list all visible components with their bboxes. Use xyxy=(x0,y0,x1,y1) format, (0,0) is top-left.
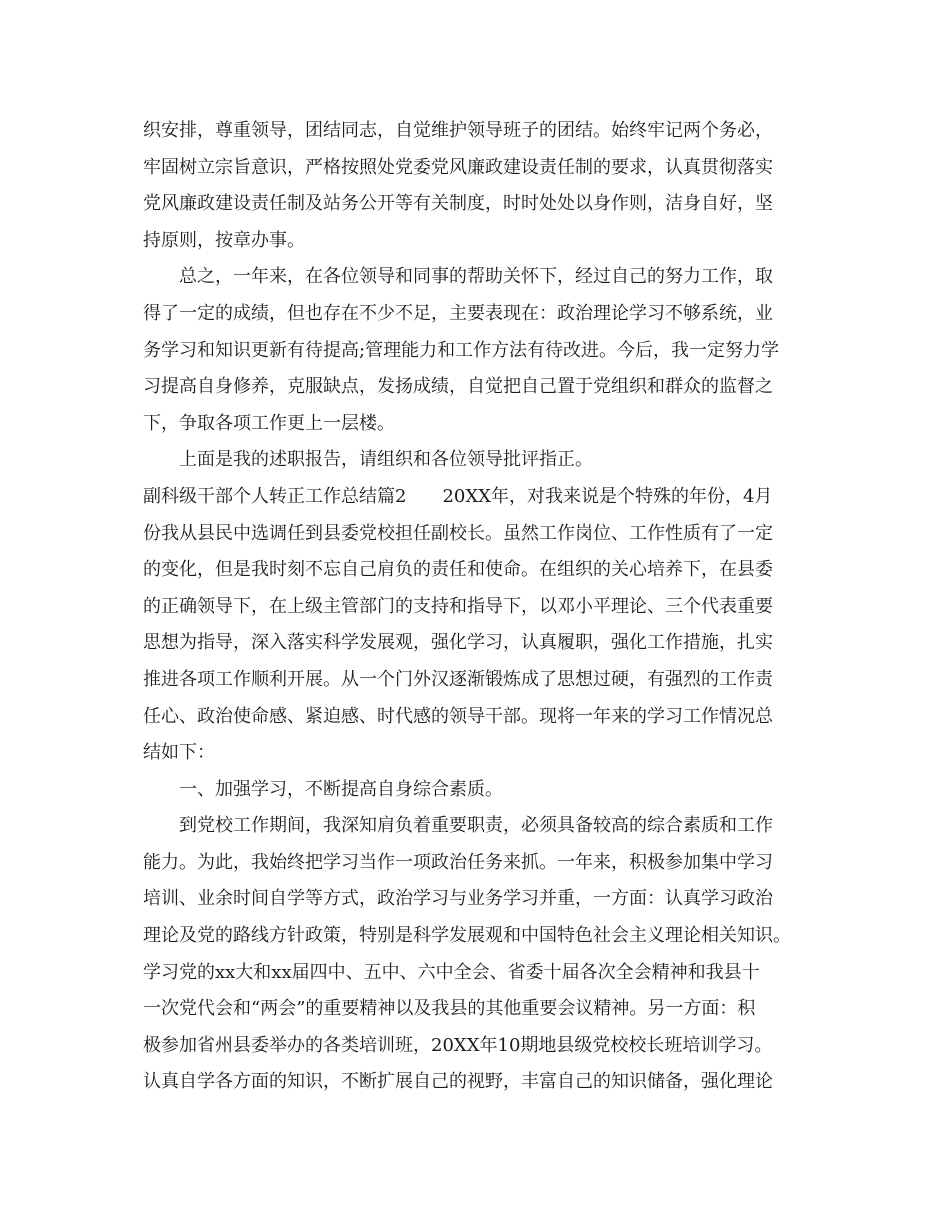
text-line: 极参加省州县委举办的各类培训班，20XX年10期地县级党校校长班培训学习。 xyxy=(143,1034,773,1056)
text-line: 能力。为此，我始终把学习当作一项政治任务来抓。一年来，积极参加集中学习 xyxy=(143,851,773,873)
text-line: 学习党的xx大和xx届四中、五中、六中全会、省委十届各次全会精神和我县十 xyxy=(143,961,760,983)
paragraph-first-line: 总之，一年来，在各位领导和同事的帮助关怀下，经过自己的努力工作，取 xyxy=(179,266,773,288)
text-line: 推进各项工作顺利开展。从一个门外汉逐渐锻炼成了思想过硬，有强烈的工作责 xyxy=(143,668,773,690)
text-line: 的变化，但是我时刻不忘自己肩负的责任和使命。在组织的关心培养下，在县委 xyxy=(143,559,773,581)
text-line: 理论及党的路线方针政策，特别是科学发展观和中国特色社会主义理论相关知识。 xyxy=(143,925,791,947)
document-body xyxy=(143,113,823,1101)
text-line: 任心、政治使命感、紧迫感、时代感的领导干部。现将一年来的学习工作情况总 xyxy=(143,705,773,727)
text-line: 织安排，尊重领导，团结同志，自觉维护领导班子的团结。始终牢记两个务必， xyxy=(143,120,773,141)
text-line: 一次党代会和“两会”的重要精神以及我县的其他重要会议精神。另一方面：积 xyxy=(143,998,756,1020)
text-line: 习提高自身修养，克服缺点，发扬成绩，自觉把自己置于党组织和群众的监督之 xyxy=(143,376,773,398)
text-line: 务学习和知识更新有待提高;管理能力和工作方法有待改进。今后，我一定努力学 xyxy=(143,339,780,361)
subheading-line: 一、加强学习，不断提高自身综合素质。 xyxy=(179,778,503,800)
text-line: 持原则，按章办事。 xyxy=(143,229,305,251)
section-heading-line: 副科级干部个人转正工作总结篇2 20XX年，对我来说是个特殊的年份，4月 xyxy=(143,485,773,507)
text-line: 结如下： xyxy=(143,742,215,764)
text-line: 思想为指导，深入落实科学发展观，强化学习，认真履职，强化工作措施，扎实 xyxy=(143,632,773,654)
text-line: 的正确领导下，在上级主管部门的支持和指导下，以邓小平理论、三个代表重要 xyxy=(143,595,773,617)
paragraph-first-line: 上面是我的述职报告，请组织和各位领导批评指正。 xyxy=(179,449,593,471)
text-line: 下，争取各项工作更上一层楼。 xyxy=(143,412,395,434)
text-line: 党风廉政建设责任制及站务公开等有关制度，时时处处以身作则，洁身自好，坚 xyxy=(143,193,773,215)
text-line: 牢固树立宗旨意识，严格按照处党委党风廉政建设责任制的要求，认真贯彻落实 xyxy=(143,156,773,178)
text-line: 份我从县民中选调任到县委党校担任副校长。虽然工作岗位、工作性质有了一定 xyxy=(143,522,773,544)
text-line: 认真自学各方面的知识，不断扩展自己的视野，丰富自己的知识储备，强化理论 xyxy=(143,1071,773,1093)
text-line: 得了一定的成绩，但也存在不少不足，主要表现在：政治理论学习不够系统，业 xyxy=(143,302,773,324)
text-line: 培训、业余时间自学等方式，政治学习与业务学习并重，一方面：认真学习政治 xyxy=(143,888,773,910)
paragraph-first-line: 到党校工作期间，我深知肩负着重要职责，必须具备较高的综合素质和工作 xyxy=(179,815,773,837)
